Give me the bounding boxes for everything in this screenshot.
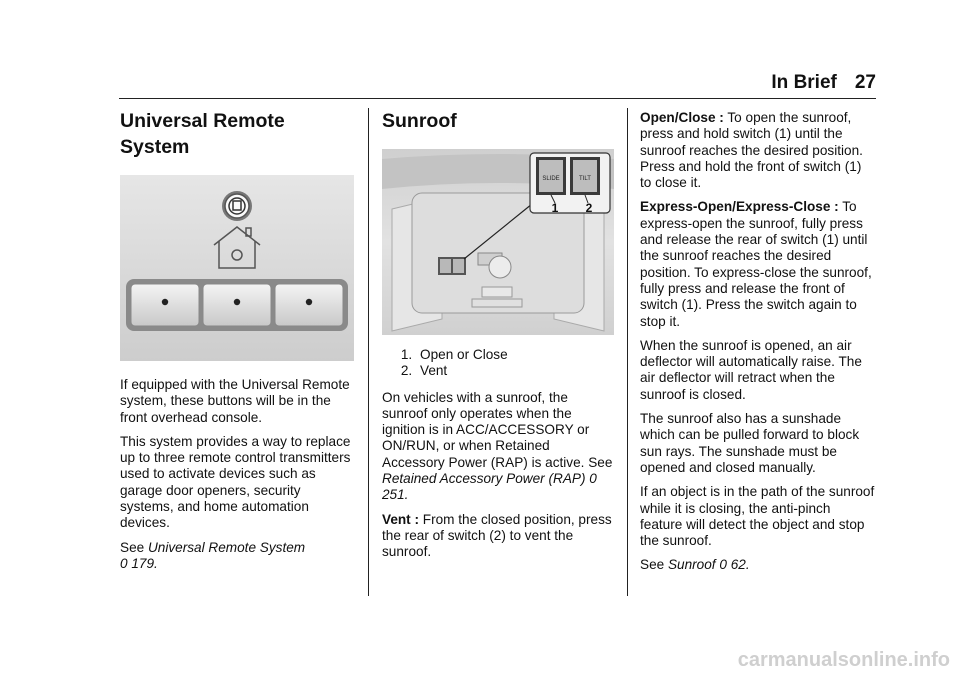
heading-universal-remote: Universal Remote System [120,110,285,158]
anti-pinch-para: If an object is in the path of the sunroof while it is closing, the anti-pinch feature will detect the object and stop the sunroof. [640,484,875,549]
page-ref-179[interactable]: 0 179. [120,555,158,571]
page-ref-251[interactable]: 0 251. [382,471,597,503]
remote-para-1: If equipped with the Universal Remote system, these buttons will be in the front overhead console. [120,377,350,425]
sunroof-para-1: On vehicles with a sunroof, the sunroof only operates when the ignition is in ACC/ACCESSORY or ON/RUN, or when Retained Accessory Power (RAP) is active. See Retained Accessory Power (RAP) 0 251. [382,389,613,503]
express-label: Express-Open/Express-Close : [640,199,839,215]
universal-remote-figure [120,175,354,361]
sunroof-see-ref: See Sunroof 0 62. [640,557,750,573]
tilt-switch-label: TILT [579,176,591,182]
link-sunroof[interactable]: Sunroof [667,557,716,573]
sunroof-figure-legend [382,347,614,380]
slide-switch-label: SLIDE [542,176,560,182]
heading-sunroof: Sunroof [382,110,457,132]
page-header [771,72,876,94]
watermark: carmanualsonline.info [737,649,950,671]
callout-2: 2 [585,201,593,215]
express-para: Express-Open/Express-Close : To express-open the sunroof, fully press and release the rear of switch (1) until the sunroof reaches the desired position. To express-close the sunroof, fully press and release the front of switch (1). Press the switch again to stop it. [640,199,872,329]
callout-1: 1 [551,201,559,215]
column-sunroof [382,108,614,569]
column-universal-remote [120,108,356,580]
remote-para-2: This system provides a way to replace up to three remote control transmitters used to activate devices such as garage door openers, security systems, and home automation devices. [120,433,351,531]
link-retained-accessory-power[interactable]: Retained Accessory Power (RAP) [382,471,586,487]
deflector-para: When the sunroof is opened, an air deflector will automatically raise. The air deflector will retract when the sunroof is closed. [640,337,862,402]
remote-see-ref: See Universal Remote System 0 179. [120,539,306,571]
column-divider-2 [627,108,628,596]
header-rule [119,98,876,99]
open-close-para: Open/Close : To open the sunroof, press and hold switch (1) until the sunroof reaches the desired position. Press and hold the front of switch (1) to close it. [640,110,863,191]
legend-item-2: 2. Vent [416,363,614,379]
vent-label: Vent : [382,511,420,527]
vent-para: Vent : From the closed position, press the rear of switch (2) to vent the sunroof. [382,511,612,560]
legend-item-1: 1. Open or Close [416,347,614,363]
sunroof-console-figure [382,149,614,335]
section-title: In Brief [771,72,837,93]
open-close-label: Open/Close : [640,110,724,125]
sunshade-para: The sunroof also has a sunshade which can be pulled forward to block sun rays. The sunshade must be opened and closed manually. [640,411,860,475]
page-ref-62[interactable]: 0 62. [719,557,750,573]
page-number: 27 [854,72,876,93]
link-universal-remote-system[interactable]: Universal Remote System [147,539,306,555]
column-divider-1 [368,108,369,596]
universal-remote-indicator-icon [222,191,252,221]
column-sunroof-continued [640,110,876,582]
